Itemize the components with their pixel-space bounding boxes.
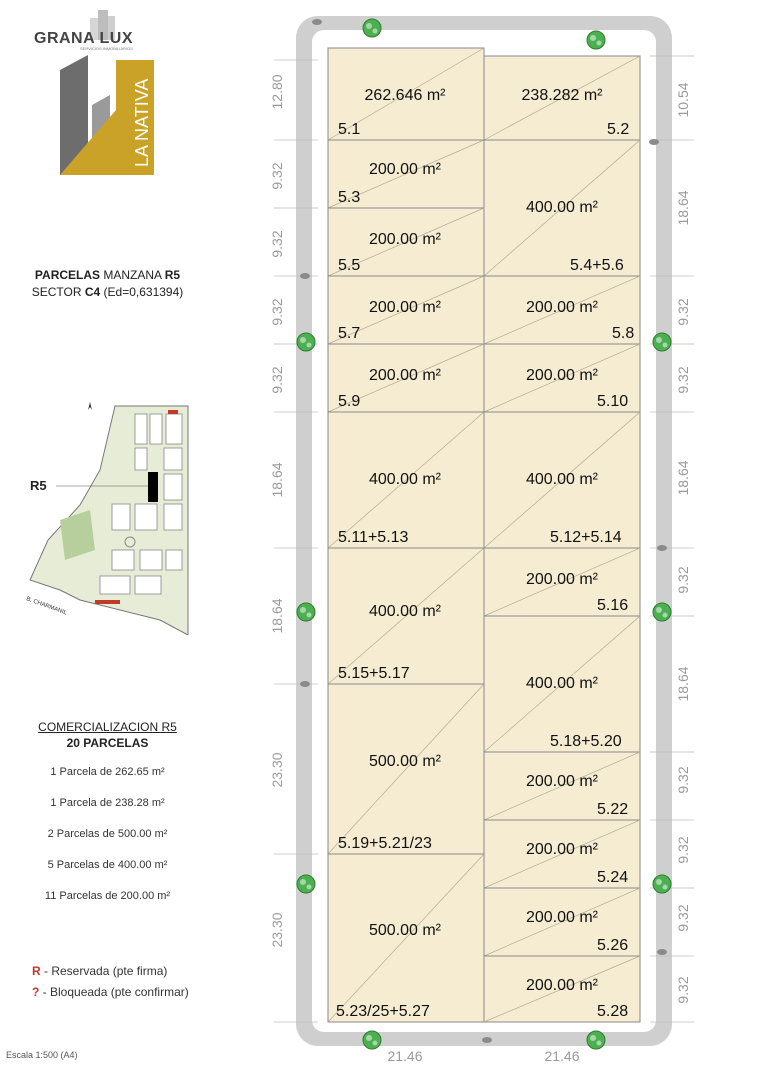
parcel-id: 5.8 bbox=[612, 325, 635, 342]
parcel-id: 5.7 bbox=[338, 325, 361, 342]
dimension-right: 9.32 bbox=[675, 976, 691, 1004]
parcel-area: 200.00 m² bbox=[368, 367, 442, 384]
minimap-street-label: B. CHARMANIL bbox=[25, 596, 68, 617]
parcel-5.28[interactable] bbox=[484, 956, 640, 1022]
parcel-id: 5.3 bbox=[338, 189, 361, 206]
parcel-5.19+5.21/23[interactable] bbox=[328, 684, 484, 854]
parcel-id: 5.9 bbox=[338, 393, 361, 410]
parcel-5.3[interactable] bbox=[328, 140, 484, 208]
dimension-right: 9.32 bbox=[675, 836, 691, 864]
dimension-bottom: 21.46 bbox=[544, 1048, 580, 1064]
parcel-5.2[interactable] bbox=[484, 56, 640, 140]
parcel-id: 5.11+5.13 bbox=[338, 529, 409, 546]
dimension-left: 9.32 bbox=[269, 162, 285, 190]
legend-reserved: R - Reservada (pte firma) bbox=[32, 964, 168, 978]
dimension-right: 18.64 bbox=[675, 460, 691, 496]
parcel-id: 5.23/25+5.27 bbox=[336, 1003, 430, 1020]
street-light-icon bbox=[657, 949, 667, 955]
street-light-icon bbox=[300, 681, 310, 687]
dimension-right: 9.32 bbox=[675, 298, 691, 326]
parcel-5.9[interactable] bbox=[328, 344, 484, 412]
commercial-subtitle: 20 PARCELAS bbox=[66, 736, 149, 750]
parcel-id: 5.10 bbox=[597, 393, 629, 410]
parcel-5.23/25+5.27[interactable] bbox=[328, 854, 484, 1022]
dimension-left: 23.30 bbox=[269, 752, 285, 788]
tree-icon bbox=[297, 333, 315, 351]
dimension-right: 10.54 bbox=[675, 82, 691, 118]
dimension-left: 9.32 bbox=[269, 230, 285, 258]
parcel-5.10[interactable] bbox=[484, 344, 640, 412]
parcel-5.16[interactable] bbox=[484, 548, 640, 616]
parcel-area: 500.00 m² bbox=[368, 922, 442, 939]
parcel-id: 5.28 bbox=[597, 1003, 629, 1020]
parcel-5.12+5.14[interactable] bbox=[484, 412, 640, 548]
tree-icon bbox=[653, 603, 671, 621]
parcel-id: 5.24 bbox=[597, 869, 629, 886]
tree-icon bbox=[587, 31, 605, 49]
parcel-5.7[interactable] bbox=[328, 276, 484, 344]
parcel-id: 5.15+5.17 bbox=[338, 665, 410, 682]
parcel-id: 5.22 bbox=[597, 801, 629, 818]
dimension-left: 9.32 bbox=[269, 366, 285, 394]
parcel-area: 238.282 m² bbox=[521, 87, 603, 104]
parcel-area: 200.00 m² bbox=[368, 161, 442, 178]
street-light-icon bbox=[649, 139, 659, 145]
commercial-title: COMERCIALIZACION R5 bbox=[38, 720, 177, 734]
street-light-icon bbox=[300, 273, 310, 279]
parcel-id: 5.4+5.6 bbox=[570, 257, 624, 274]
parcel-5.4+5.6[interactable] bbox=[484, 140, 640, 276]
street-light-icon bbox=[312, 19, 322, 25]
sector-subtitle: SECTOR C4 (Ed=0,631394) bbox=[31, 285, 184, 299]
parcel-5.1[interactable] bbox=[328, 48, 484, 140]
brand-tagline: SERVICIOS INMOBILIARIOS bbox=[80, 46, 133, 51]
parcel-area: 200.00 m² bbox=[368, 299, 442, 316]
street-light-icon bbox=[657, 545, 667, 551]
parcel-area: 200.00 m² bbox=[525, 773, 599, 790]
parcel-5.8[interactable] bbox=[484, 276, 640, 344]
dimension-right: 9.32 bbox=[675, 566, 691, 594]
parcel-area: 200.00 m² bbox=[525, 977, 599, 994]
parcel-id: 5.12+5.14 bbox=[550, 529, 622, 546]
parcel-area: 400.00 m² bbox=[368, 603, 442, 620]
tree-icon bbox=[587, 1031, 605, 1049]
dimension-right: 18.64 bbox=[675, 666, 691, 702]
tree-icon bbox=[297, 603, 315, 621]
dimension-left: 18.64 bbox=[269, 462, 285, 498]
commercial-item: 2 Parcelas de 500.00 m² bbox=[47, 828, 168, 840]
parcel-area: 262.646 m² bbox=[364, 87, 446, 104]
dimension-right: 9.32 bbox=[675, 904, 691, 932]
minimap-r5-label: R5 bbox=[30, 478, 47, 493]
parcel-area: 400.00 m² bbox=[525, 675, 599, 692]
parcel-5.5[interactable] bbox=[328, 208, 484, 276]
tree-icon bbox=[653, 333, 671, 351]
parcel-id: 5.16 bbox=[597, 597, 629, 614]
brand-name: GRANA LUX bbox=[34, 30, 134, 47]
dimension-right: 9.32 bbox=[675, 766, 691, 794]
street-light-icon bbox=[482, 1037, 492, 1043]
logo-text: LA NATIVA bbox=[132, 78, 152, 167]
commercial-item: 5 Parcelas de 400.00 m² bbox=[47, 859, 168, 871]
dimension-left: 23.30 bbox=[269, 912, 285, 948]
parcel-5.26[interactable] bbox=[484, 888, 640, 956]
parcel-id: 5.19+5.21/23 bbox=[338, 835, 432, 852]
commercial-item: 11 Parcelas de 200.00 m² bbox=[44, 890, 171, 902]
parcel-area: 400.00 m² bbox=[368, 471, 442, 488]
tree-icon bbox=[653, 875, 671, 893]
dimension-left: 12.80 bbox=[269, 74, 285, 110]
parcel-id: 5.18+5.20 bbox=[550, 733, 622, 750]
legend-blocked: ? - Bloqueada (pte confirmar) bbox=[32, 985, 189, 999]
parcel-area: 200.00 m² bbox=[525, 571, 599, 588]
scale-label: Escala 1:500 (A4) bbox=[6, 1050, 78, 1060]
dimension-bottom: 21.46 bbox=[387, 1048, 423, 1064]
commercial-item: 1 Parcela de 238.28 m² bbox=[50, 797, 165, 809]
parcel-id: 5.2 bbox=[607, 121, 630, 138]
parcel-5.11+5.13[interactable] bbox=[328, 412, 484, 548]
dimension-right: 9.32 bbox=[675, 366, 691, 394]
parcel-area: 200.00 m² bbox=[525, 909, 599, 926]
tree-icon bbox=[297, 875, 315, 893]
parcel-area: 200.00 m² bbox=[525, 841, 599, 858]
parcel-id: 5.5 bbox=[338, 257, 361, 274]
parcel-5.15+5.17[interactable] bbox=[328, 548, 484, 684]
parcel-area: 200.00 m² bbox=[525, 299, 599, 316]
dimension-left: 18.64 bbox=[269, 598, 285, 634]
parcel-area: 500.00 m² bbox=[368, 753, 442, 770]
parcel-area: 200.00 m² bbox=[525, 367, 599, 384]
commercial-item: 1 Parcela de 262.65 m² bbox=[50, 766, 165, 778]
parcel-id: 5.1 bbox=[338, 121, 361, 138]
parcel-area: 200.00 m² bbox=[368, 231, 442, 248]
parcel-area: 400.00 m² bbox=[525, 471, 599, 488]
tree-icon bbox=[363, 19, 381, 37]
parcel-id: 5.26 bbox=[597, 937, 629, 954]
parcel-5.24[interactable] bbox=[484, 820, 640, 888]
parcel-5.22[interactable] bbox=[484, 752, 640, 820]
parcel-5.18+5.20[interactable] bbox=[484, 616, 640, 752]
tree-icon bbox=[363, 1031, 381, 1049]
dimension-left: 9.32 bbox=[269, 298, 285, 326]
parcel-area: 400.00 m² bbox=[525, 199, 599, 216]
dimension-right: 18.64 bbox=[675, 190, 691, 226]
parcel-title: PARCELAS MANZANA R5 bbox=[34, 268, 181, 282]
